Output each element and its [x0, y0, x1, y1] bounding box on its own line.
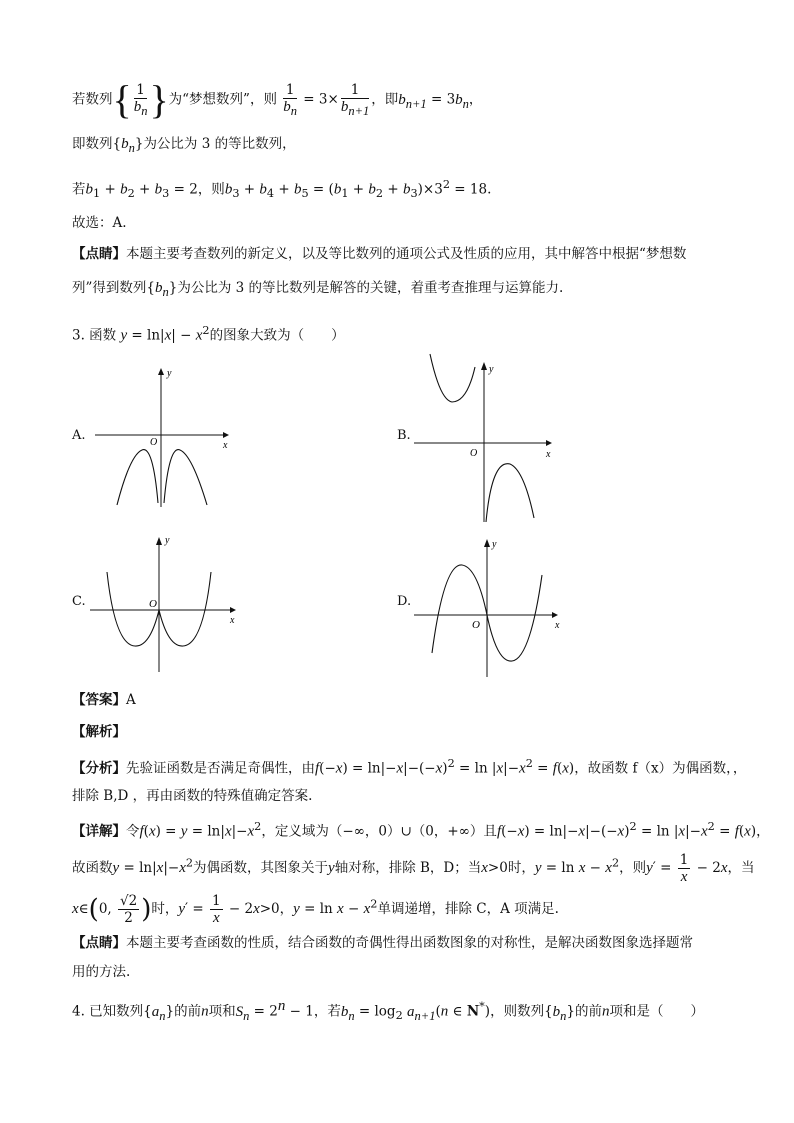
line-dream-sequence: 若数列{ $\frac{1}{b_n}$ }为“梦想数列”，则 $\frac{1}{b_n}$ = 3× $\frac{1}{b_{n+1}}$ ，即$b_{n+1} = 3b_n$， [72, 77, 483, 122]
analysis-fenxi: 【分析】先验证函数是否满足奇偶性，由$f(-x) = \ln|-x|-(-x)^2 = \ln |x|-x^2 = f(x)$，故函数 f（x）为偶函数，， [72, 757, 747, 777]
axis-y-label: y [165, 535, 170, 546]
axis-y-label: y [167, 368, 172, 379]
analysis-xiangjie: 【详解】令$f(x) = y = \ln|x|-x^2$，定义域为（−∞，0）∪（0，+∞）且$f(-x) = \ln|-x|-(-x)^2 = \ln |x|-x^2 = f(x)$， [72, 820, 770, 840]
option-d-label[interactable]: D. [397, 594, 412, 609]
text: . [487, 181, 492, 198]
comment-1: 【点睛】本题主要考查数列的新定义，以及等比数列的通项公式及性质的应用，其中解答中根据“梦想数 [72, 246, 687, 262]
comment-2-cont: 用的方法. [72, 964, 131, 980]
axis-x-label: x [546, 449, 551, 460]
comment-2: 【点睛】本题主要考查函数的性质，结合函数的奇偶性得出函数图象的对称性，是解决函数图象选择题常 [72, 935, 693, 951]
origin-label: O [150, 437, 158, 448]
analysis-xiangjie-3: x∈(0, $\frac{√2}{2}$ )时，y′ = $\frac{1}{x}$ − 2x>0，$y = \ln x - x^2$单调递增，排除 C，A 项满足. [72, 893, 559, 926]
graph-d[interactable] [412, 535, 572, 680]
question-4: 4. 已知数列$\{a_n\}$的前n项和$S_n = 2^n - 1$，若$b_n = \log_2 a_{n+1}(n$ ∈ N*)，则数列$\{b_n\}$的前n项和是（ ） [72, 998, 705, 1023]
graph-b[interactable] [412, 352, 562, 527]
text: 若数列 [72, 91, 113, 108]
axis-y-label: y [489, 364, 494, 375]
option-a-label[interactable]: A. [72, 428, 86, 443]
analysis-fenxi-cont: 排除 B,D ，再由函数的特殊值确定答案. [72, 788, 313, 804]
analysis-xiangjie-2: 故函数$y = \ln|x|-x^2$为偶函数，其图象关于y轴对称，排除 B，D；当x>0时，$y = \ln x - x^2$，则y′ = $\frac{1}{x}$ − 2x，当 [72, 852, 755, 885]
text: 即数列 [72, 136, 113, 152]
text: ，即 [371, 91, 399, 108]
option-c-label[interactable]: C. [72, 594, 86, 609]
origin-label: O [470, 448, 478, 459]
option-b-label[interactable]: B. [397, 428, 411, 443]
text: 为“梦想数列”，则 [168, 91, 277, 108]
axis-x-label: x [230, 615, 235, 626]
analysis-heading: 【解析】 [72, 724, 126, 740]
answer: 【答案】A [72, 692, 136, 708]
origin-label: O [472, 619, 480, 631]
axis-x-label: x [555, 620, 560, 631]
text: 若 [72, 181, 86, 198]
choose-a: 故选：A. [72, 215, 127, 231]
text: ， [468, 91, 483, 108]
line-geometric: 即数列$\{b_n\}$为公比为 3 的等比数列， [72, 136, 296, 155]
axis-x-label: x [223, 440, 228, 451]
line-sum: 若$b_1 + b_2 + b_3 = 2$，则$b_3 + b_4 + b_5 = (b_1 + b_2 + b_3)\times 3^2 = 18$. [72, 178, 492, 201]
comment-1-cont: 列”得到数列$\{b_n\}$为公比为 3 的等比数列是解答的关键，着重考查推理与运算能力. [72, 280, 564, 299]
question-3: 3. 函数 $y = \ln|x| - x^2$的图象大致为（ ） [72, 324, 345, 344]
graph-c[interactable] [85, 530, 245, 675]
axis-y-label: y [492, 539, 497, 550]
text: ，则 [197, 181, 225, 198]
origin-label: O [149, 598, 157, 610]
graph-a[interactable] [90, 365, 235, 510]
text: 为公比为 3 的等比数列， [143, 136, 296, 152]
